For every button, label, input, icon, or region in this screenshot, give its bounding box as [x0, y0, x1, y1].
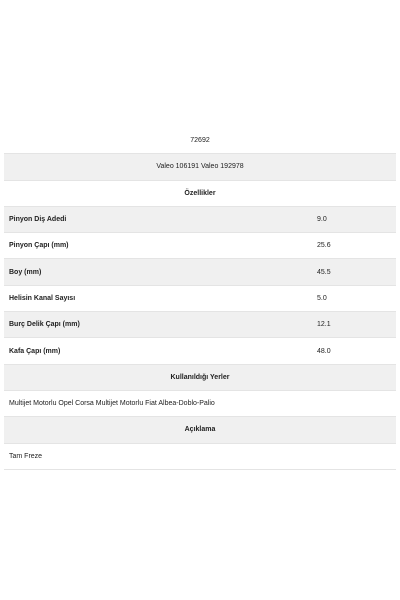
spec-value: 9.0	[317, 216, 327, 224]
product-code: 72692	[190, 137, 210, 145]
spec-value: 25.6	[317, 242, 331, 250]
spec-label: Pinyon Çapı (mm)	[9, 242, 69, 250]
usage-row	[4, 391, 396, 417]
specs-heading: Özellikler	[184, 189, 216, 197]
description-text: Tam Freze	[9, 452, 43, 460]
spec-row	[4, 259, 396, 285]
usage-heading: Kullanıldığı Yerler	[170, 373, 230, 381]
product-code-row	[4, 128, 396, 154]
spec-value: 45.5	[317, 268, 331, 276]
description-heading-row	[4, 417, 396, 443]
specs-heading-row	[4, 181, 396, 207]
spec-row	[4, 233, 396, 259]
spec-row	[4, 338, 396, 364]
spec-value: 12.1	[317, 321, 331, 329]
product-spec-table	[4, 128, 396, 470]
spec-label: Burç Delik Çapı (mm)	[9, 321, 80, 329]
spec-label: Helisin Kanal Sayısı	[9, 294, 76, 302]
spec-value: 5.0	[317, 294, 327, 302]
spec-row	[4, 312, 396, 338]
description-row	[4, 444, 396, 470]
usage-text: Multijet Motorlu Opel Corsa Multijet Motorlu Fiat Albea-Doblo-Palio	[9, 400, 215, 408]
oem-references: Valeo 106191 Valeo 192978	[156, 163, 244, 171]
spec-row	[4, 286, 396, 312]
spec-label: Boy (mm)	[9, 268, 42, 276]
spec-value: 48.0	[317, 347, 331, 355]
spec-row	[4, 207, 396, 233]
oem-references-row	[4, 154, 396, 180]
usage-heading-row	[4, 365, 396, 391]
spec-label: Pinyon Diş Adedi	[9, 216, 67, 224]
spec-label: Kafa Çapı (mm)	[9, 347, 61, 355]
description-heading: Açıklama	[184, 426, 216, 434]
